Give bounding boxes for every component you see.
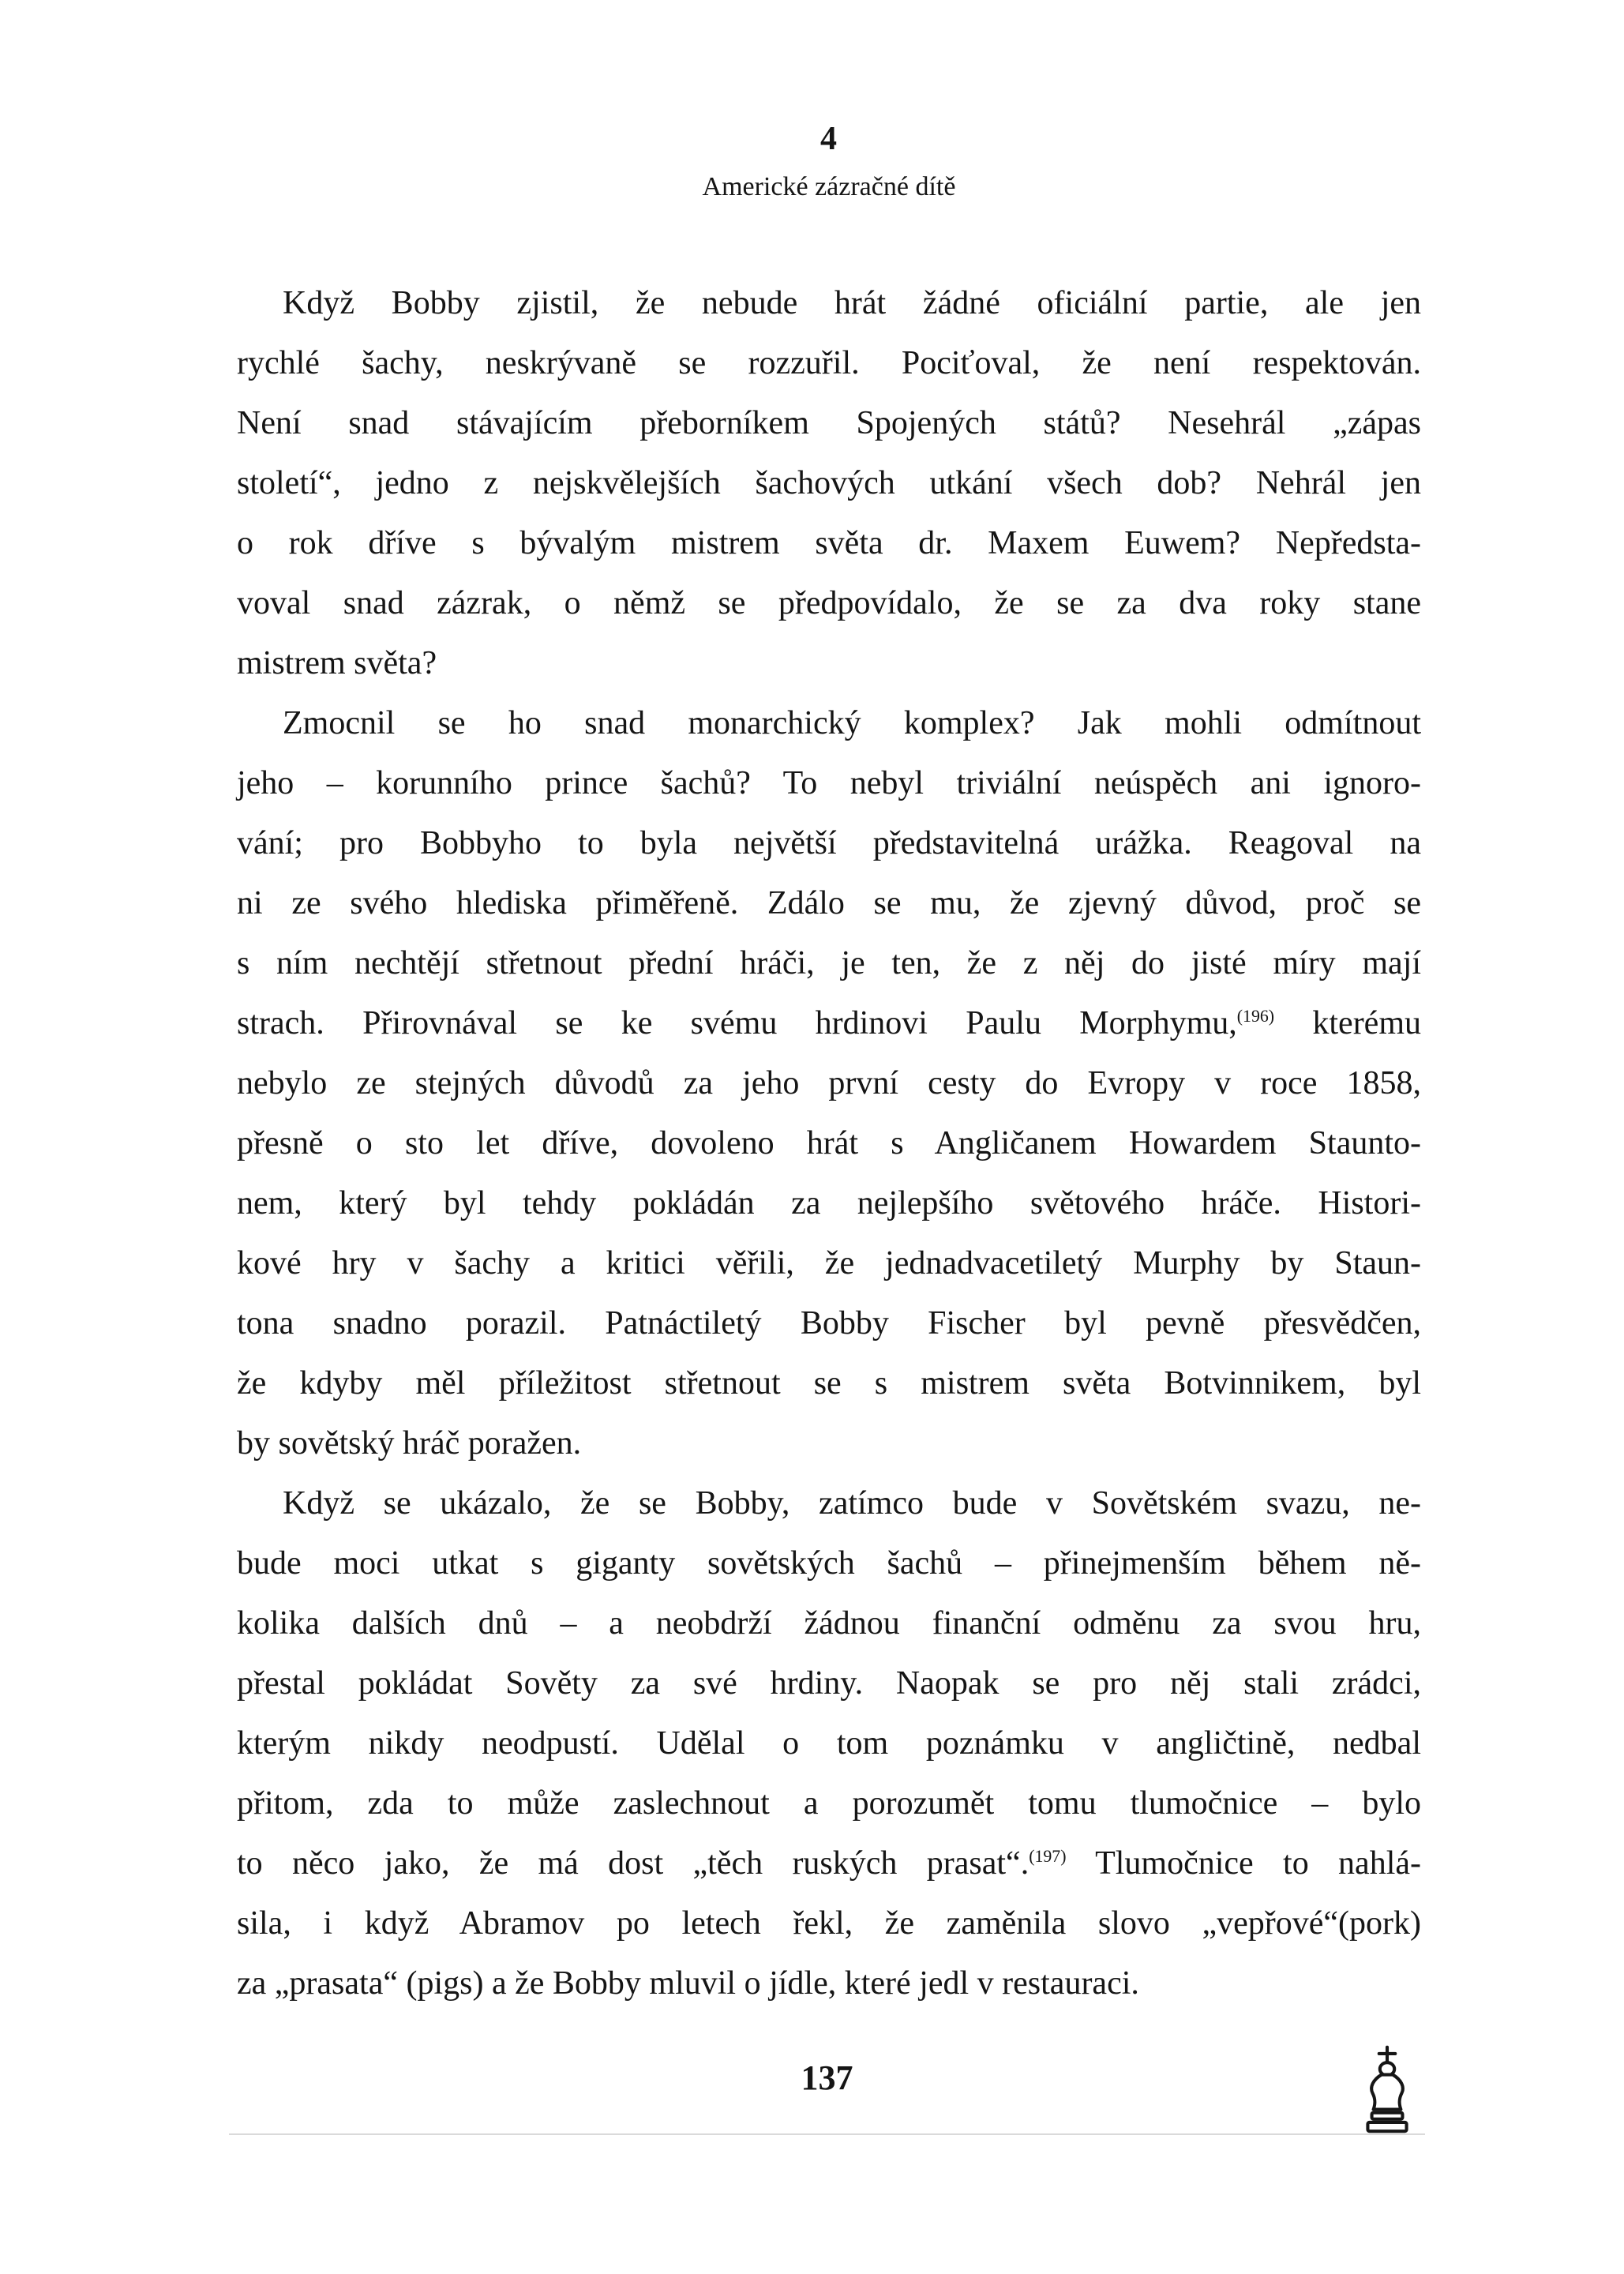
text-line (237, 573, 1421, 633)
text-segment: strach. Přirovnával se ke svému hrdinovi Paulu Morphymu, (237, 1005, 1237, 1041)
text-line (237, 453, 1421, 513)
paragraph (237, 693, 1421, 1473)
text-segment: nebylo ze stejných důvodů za jeho první cesty do Evropy v roce 1858, (237, 1065, 1421, 1101)
text-segment: mistrem světa? (237, 645, 437, 681)
text-segment: rychlé šachy, neskrývaně se rozzuřil. Pociťoval, že není respektován. (237, 345, 1421, 381)
text-line (237, 1173, 1421, 1233)
text-line (237, 1893, 1421, 1953)
text-segment: za „prasata“ (pigs) a že Bobby mluvil o jídle, které jedl v restauraci. (237, 1965, 1139, 2002)
text-segment: Když se ukázalo, že se Bobby, zatímco bude v Sovětském svazu, ne- (283, 1485, 1421, 1522)
text-segment: kterým nikdy neodpustí. Udělal o tom poznámku v angličtině, nedbal (237, 1725, 1421, 1762)
paragraph (237, 1473, 1421, 2013)
footer-rule (229, 2133, 1425, 2135)
text-line (237, 1833, 1421, 1893)
text-segment: kové hry v šachy a kritici věřili, že jednadvacetiletý Murphy by Staun- (237, 1245, 1421, 1281)
text-line (237, 993, 1421, 1053)
chess-king-icon (1352, 2043, 1422, 2137)
text-line (237, 1773, 1421, 1833)
text-segment: sila, i když Abramov po letech řekl, že zaměnila slovo „vepřové“(pork) (237, 1905, 1421, 1942)
text-line (237, 1233, 1421, 1293)
footnote-ref: (197) (1029, 1847, 1067, 1866)
chapter-title: Americké zázračné dítě (702, 172, 956, 201)
text-segment: kolika dalších dnů – a neobdrží žádnou finanční odměnu za svou hru, (237, 1605, 1421, 1642)
text-line (237, 1113, 1421, 1173)
text-segment: vání; pro Bobbyho to byla největší představitelná urážka. Reagoval na (237, 825, 1421, 861)
text-segment: s ním nechtějí střetnout přední hráči, je ten, že z něj do jisté míry mají (237, 945, 1421, 981)
text-line (237, 1593, 1421, 1653)
text-line (237, 1533, 1421, 1593)
text-line (237, 1653, 1421, 1713)
text-segment: kterému (1274, 1005, 1421, 1041)
page-number: 137 (801, 2058, 853, 2097)
text-segment: Tlumočnice to nahlá- (1066, 1845, 1421, 1882)
text-segment: tona snadno porazil. Patnáctiletý Bobby Fischer byl pevně přesvědčen, (237, 1305, 1421, 1342)
text-line (237, 873, 1421, 933)
text-segment: Zmocnil se ho snad monarchický komplex? Jak mohli odmítnout (283, 705, 1421, 741)
text-segment: přestal pokládat Sověty za své hrdiny. Naopak se pro něj stali zrádci, (237, 1665, 1421, 1702)
chapter-header (237, 120, 1421, 202)
text-line (237, 933, 1421, 993)
text-line (237, 1713, 1421, 1773)
text-line (237, 813, 1421, 873)
text-line (237, 1413, 1421, 1473)
text-line (237, 1053, 1421, 1113)
text-line (237, 633, 1421, 693)
text-line (237, 753, 1421, 813)
text-line (237, 1953, 1421, 2013)
text-segment: ni ze svého hlediska přiměřeně. Zdálo se mu, že zjevný důvod, proč se (237, 885, 1421, 921)
text-line (237, 1473, 1421, 1533)
text-line (237, 393, 1421, 453)
paragraph (237, 273, 1421, 693)
text-line (237, 273, 1421, 333)
text-segment: přitom, zda to může zaslechnout a porozumět tomu tlumočnice – bylo (237, 1785, 1421, 1822)
text-line (237, 1353, 1421, 1413)
text-segment: voval snad zázrak, o němž se předpovídalo, že se za dva roky stane (237, 585, 1421, 621)
text-line (237, 693, 1421, 753)
text-segment: to něco jako, že má dost „těch ruských prasat“. (237, 1845, 1030, 1882)
text-segment: jeho – korunního prince šachů? To nebyl triviální neúspěch ani ignoro- (237, 765, 1421, 801)
text-line (237, 333, 1421, 393)
text-segment: bude moci utkat s giganty sovětských šachů – přinejmenším během ně- (237, 1545, 1421, 1582)
body-text (237, 273, 1421, 2013)
text-segment: přesně o sto let dříve, dovoleno hrát s Angličanem Howardem Staunto- (237, 1125, 1421, 1161)
page-footer (229, 2050, 1425, 2152)
chapter-number: 4 (820, 121, 838, 157)
text-segment: Není snad stávajícím přeborníkem Spojených států? Nesehrál „zápas (237, 405, 1421, 441)
footnote-ref: (196) (1236, 1007, 1275, 1026)
text-segment: nem, který byl tehdy pokládán za nejlepšího světového hráče. Histori- (237, 1185, 1421, 1221)
text-segment: by sovětský hráč poražen. (237, 1425, 582, 1462)
text-segment: Když Bobby zjistil, že nebude hrát žádné oficiální partie, ale jen (283, 285, 1421, 321)
text-line (237, 1293, 1421, 1353)
text-segment: že kdyby měl příležitost střetnout se s mistrem světa Botvinnikem, byl (237, 1365, 1421, 1402)
text-line (237, 513, 1421, 573)
text-segment: o rok dříve s bývalým mistrem světa dr. Maxem Euwem? Nepředsta- (237, 525, 1421, 561)
text-segment: století“, jedno z nejskvělejších šachových utkání všech dob? Nehrál jen (237, 465, 1421, 501)
